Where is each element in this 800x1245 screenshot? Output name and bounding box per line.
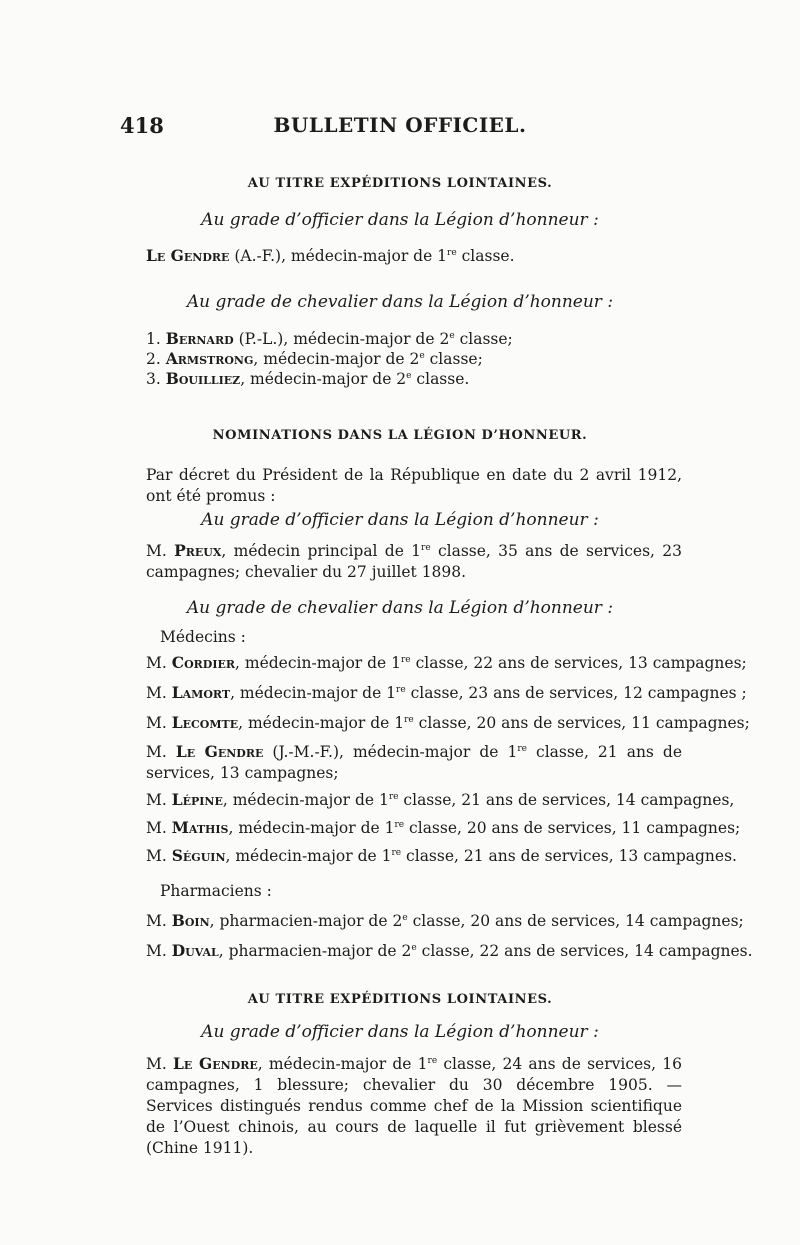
pharmaciens-label: Pharmaciens : <box>160 882 272 900</box>
section2-grade-chevalier: Au grade de chevalier dans la Légion d’honneur : <box>186 598 614 618</box>
section2-heading: NOMINATIONS DANS LA LÉGION D’HONNEUR. <box>212 428 588 443</box>
section3-officier-entry: M. Le Gendre, médecin-major de 1re classe, 24 ans de services, 16 campagnes, 1 blessure; chevalier du 30 décembre 1905. — Services distingués rendus comme chef de la Mission scientifique de l’Ouest chinois, au cours de laquelle il fut grièvement blessé (Chine 1911). <box>146 1054 682 1157</box>
page-number: 418 <box>120 113 164 138</box>
medecin-entry-5: M. Lépine, médecin-major de 1re classe, 21 ans de services, 14 campagnes, <box>146 790 735 809</box>
section1-chevalier-3: 3. Bouilliez, médecin-major de 2e classe. <box>146 369 470 388</box>
section2-grade-officier: Au grade d’officier dans la Légion d’honneur : <box>201 510 599 530</box>
section1-grade-officier: Au grade d’officier dans la Légion d’honneur : <box>201 210 599 230</box>
section3-heading: AU TITRE EXPÉDITIONS LOINTAINES. <box>247 992 553 1007</box>
medecin-entry-6: M. Mathis, médecin-major de 1re classe, 20 ans de services, 11 campagnes; <box>146 818 741 837</box>
section2-officier-entry: M. Preux, médecin principal de 1re classe, 35 ans de services, 23 campagnes; chevalier du 27 juillet 1898. <box>146 541 682 581</box>
pharmacien-entry-1: M. Boin, pharmacien-major de 2e classe, 20 ans de services, 14 campagnes; <box>146 911 744 930</box>
medecin-entry-1: M. Cordier, médecin-major de 1re classe, 22 ans de services, 13 campagnes; <box>146 653 747 672</box>
medecin-entry-7: M. Séguin, médecin-major de 1re classe, 21 ans de services, 13 campagnes. <box>146 846 737 865</box>
section1-chevalier-1: 1. Bernard (P.-L.), médecin-major de 2e classe; <box>146 329 513 348</box>
decree-paragraph: Par décret du Président de la République en date du 2 avril 1912, ont été promus : <box>146 466 682 505</box>
medecin-entry-3: M. Lecomte, médecin-major de 1re classe, 20 ans de services, 11 campagnes; <box>146 713 750 732</box>
medecin-entry-2: M. Lamort, médecin-major de 1re classe, 23 ans de services, 12 campagnes ; <box>146 683 747 702</box>
pharmacien-entry-2: M. Duval, pharmacien-major de 2e classe, 22 ans de services, 14 campagnes. <box>146 941 753 960</box>
section3-grade-officier: Au grade d’officier dans la Légion d’honneur : <box>201 1022 599 1042</box>
section1-grade-chevalier: Au grade de chevalier dans la Légion d’honneur : <box>186 292 614 312</box>
section1-chevalier-2: 2. Armstrong, médecin-major de 2e classe; <box>146 349 483 368</box>
section1-officier-entry: Le Gendre (A.-F.), médecin-major de 1re classe. <box>146 246 515 265</box>
running-title: BULLETIN OFFICIEL. <box>273 113 527 137</box>
medecins-label: Médecins : <box>160 628 246 646</box>
section1-heading: AU TITRE EXPÉDITIONS LOINTAINES. <box>247 176 553 191</box>
medecin-entry-4: M. Le Gendre (J.-M.-F.), médecin-major de 1re classe, 21 ans de services, 13 campagnes; <box>146 742 683 782</box>
